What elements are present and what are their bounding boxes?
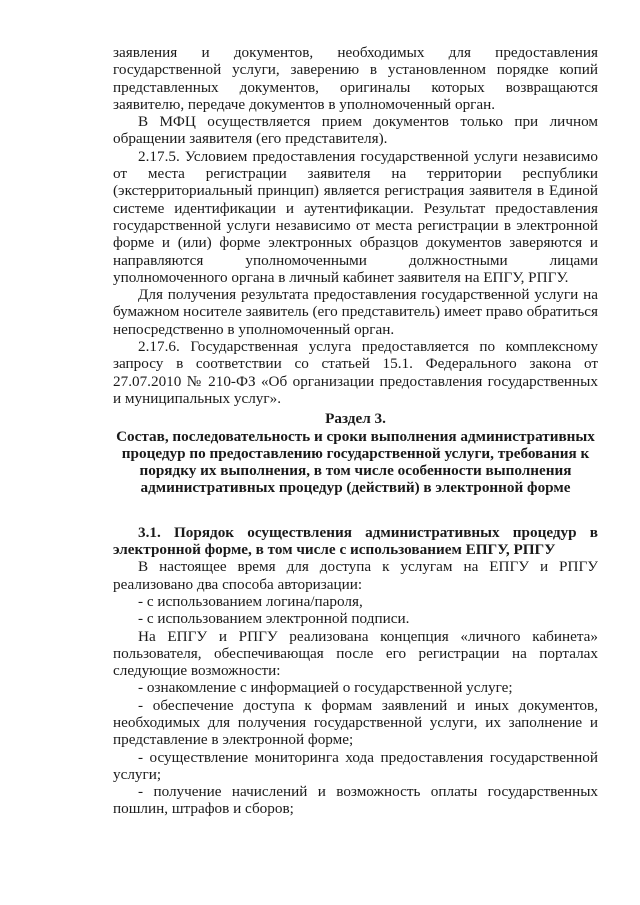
cabinet-item-payments: - получение начислений и возможность оплаты государственных пошлин, штрафов и сборов;: [113, 783, 598, 818]
auth-item-login: - с использованием логина/пароля,: [138, 592, 363, 610]
auth-intro: В настоящее время для доступа к услугам на ЕПГУ и РПГУ реализовано два способа авторизации:: [113, 558, 598, 593]
paragraph-2-17-5: 2.17.5. Условием предоставления государственной услуги независимо от места регистрации заявителя на территории республики (экстерриториальный принцип) является регистрация заявителя в Единой системе идентификации и аутентификации. Результат предоставления государственной услуги независимо от места регистрации в электронной форме и (или) форме электронных образцов документов заверяются и направляются уполномоченными должностными лицами уполномоченного органа в личный кабинет заявителя на ЕПГУ, РПГУ.: [113, 147, 598, 286]
subsection-title: 3.1. Порядок осуществления административных процедур в электронной форме, в том числе с использованием ЕПГУ, РПГУ: [113, 523, 598, 559]
auth-item-signature: - с использованием электронной подписи.: [138, 610, 410, 628]
paragraph-mfc: В МФЦ осуществляется прием документов только при личном обращении заявителя (его представителя).: [113, 113, 598, 148]
cabinet-item-info: - ознакомление с информацией о государственной услуге;: [138, 679, 513, 697]
cabinet-intro: На ЕПГУ и РПГУ реализована концепция «личного кабинета» пользователя, обеспечивающая после его регистрации на порталах следующие возможности:: [113, 627, 598, 680]
cabinet-item-monitoring: - осуществление мониторинга хода предоставления государственной услуги;: [113, 748, 598, 783]
section-title: Состав, последовательность и сроки выполнения административных процедур по предоставлению государственной услуги, требования к порядку их выполнения, в том числе особенности выполнения административных процедур (действий) в электронной форме: [116, 427, 595, 497]
paragraph-2-17-6: 2.17.6. Государственная услуга предоставляется по комплексному запросу в соответствии со статьей 15.1. Федерального закона от 27.07.2010 № 210-ФЗ «Об организации предоставления государственных и муниципальных услуг».: [113, 338, 598, 407]
section-label: Раздел 3.: [325, 410, 386, 428]
paragraph-continuation: заявления и документов, необходимых для предоставления государственной услуги, заверению в установленном порядке копий представленных документов, оригиналы которых возвращаются заявителю, передаче документов в уполномоченный орган.: [113, 44, 598, 113]
cabinet-item-forms: - обеспечение доступа к формам заявлений и иных документов, необходимых для получения государственной услуги, их заполнение и представление в электронной форме;: [113, 696, 598, 749]
paragraph-paper-result: Для получения результата предоставления государственной услуги на бумажном носителе заявитель (его представитель) имеет право обратиться непосредственно в уполномоченный орган.: [113, 286, 598, 338]
